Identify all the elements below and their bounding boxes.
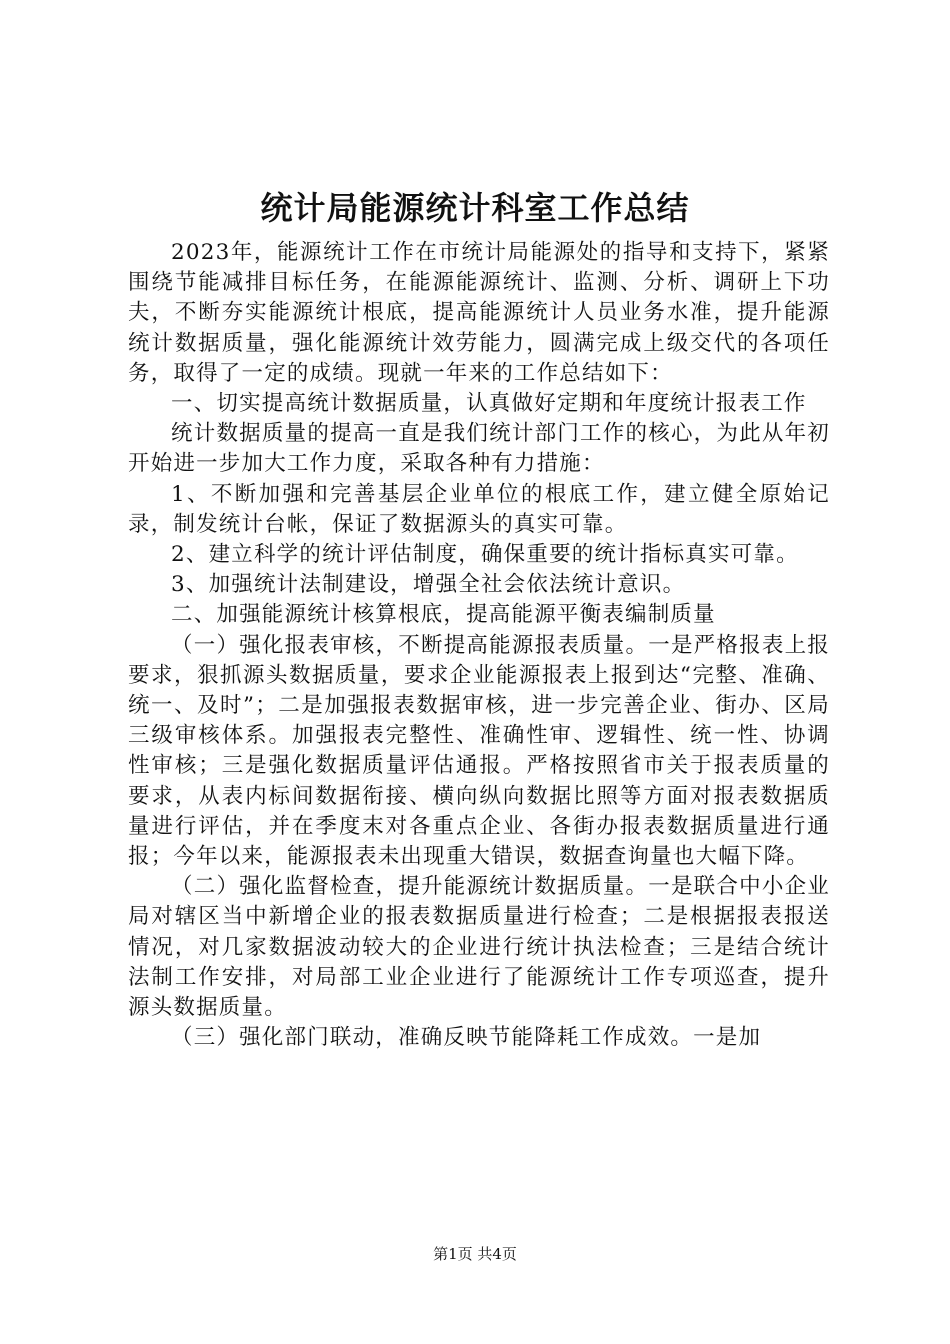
page-footer: 第1页 共4页 [433,1245,517,1263]
paragraph-intro: 2023年，能源统计工作在市统计局能源处的指导和支持下，紧紧围绕节能减排目标任务，在能源能源统计、监测、分析、调研上下功夫，不断夯实能源统计根底，提高能源统计人员业务水准，提升能源统计数据质量，强化能源统计效劳能力，圆满完成上级交代的各项任务，取得了一定的成绩。现就一年来的工作总结如下： [128,240,830,386]
subsection-1: （一）强化报表审核，不断提高能源报表质量。一是严格报表上报要求，狠抓源头数据质量，要求企业能源报表上报到达“完整、准确、统一、及时”；二是加强报表数据审核，进一步完善企业、街办、区局三级审核体系。加强报表完整性、准确性审、逻辑性、统一性、协调性审核；三是强化数据质量评估通报。严格按照省市关于报表质量的要求，从表内标间数据衔接、横向纵向数据比照等方面对报表数据质量进行评估，并在季度末对各重点企业、各街办报表数据质量进行通报；今年以来，能源报表未出现重大错误，数据查询量也大幅下降。 [128,632,830,870]
list-item-2: 2、建立科学的统计评估制度，确保重要的统计指标真实可靠。 [171,542,799,568]
heading-section-2: 二、加强能源统计核算根底，提高能源平衡表编制质量 [171,602,716,628]
subsection-2: （二）强化监督检查，提升能源统计数据质量。一是联合中小企业局对辖区当中新增企业的报表数据质量进行检查；二是根据报表报送情况，对几家数据波动较大的企业进行统计执法检查；三是结合统计法制工作安排，对局部工业企业进行了能源统计工作专项巡查，提升源头数据质量。 [128,874,830,1021]
paragraph: 统计数据质量的提高一直是我们统计部门工作的核心，为此从年初开始进一步加大工作力度，采取各种有力措施： [128,421,830,477]
list-item-3: 3、加强统计法制建设，增强全社会依法统计意识。 [171,572,686,598]
subsection-3: （三）强化部门联动，准确反映节能降耗工作成效。一是加 [171,1025,762,1051]
document-title: 统计局能源统计科室工作总结 [260,189,690,227]
document-body [128,238,830,1053]
list-item-1: 1、不断加强和完善基层企业单位的根底工作，建立健全原始记录，制发统计台帐，保证了数据源头的真实可靠。 [128,481,830,537]
heading-section-1: 一、切实提高统计数据质量，认真做好定期和年度统计报表工作 [171,391,807,417]
